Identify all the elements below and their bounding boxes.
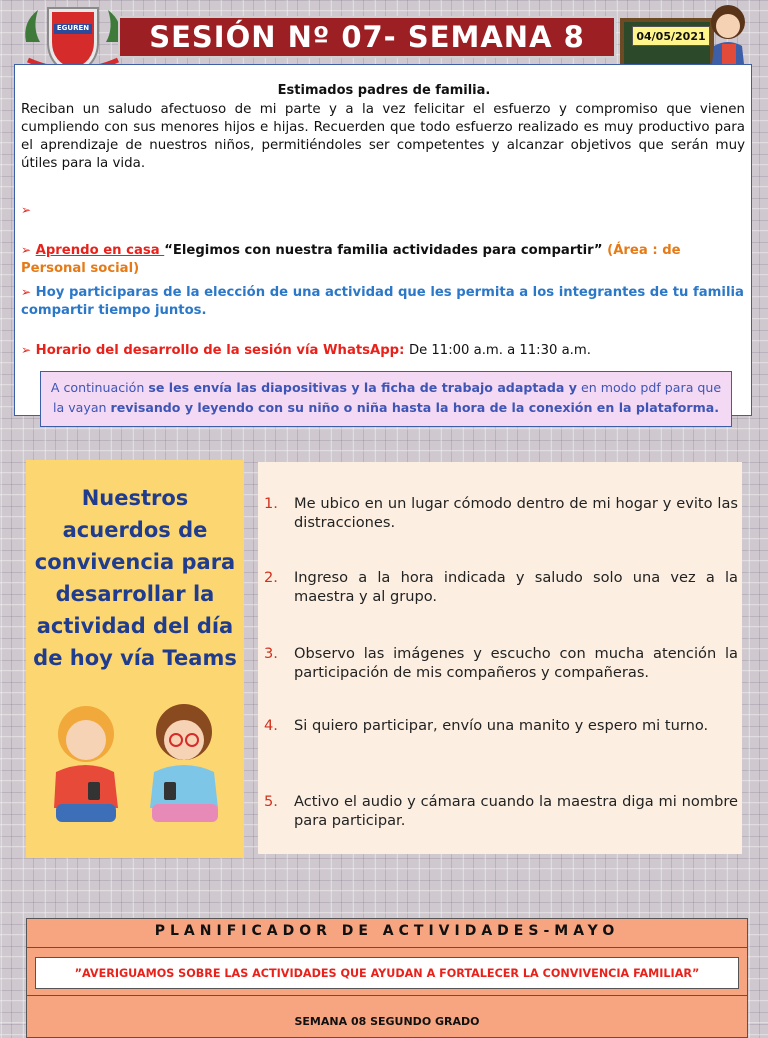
rule-number: 3. [264,645,278,662]
notice-box [40,371,732,427]
horario-line [21,341,745,360]
letter-greeting: Estimados padres de familia. [277,83,491,98]
agreements-panel [26,460,244,858]
divider [27,947,747,948]
rule-text: Me ubico en un lugar cómodo dentro de mi hogar y evito las distracciones. [294,495,738,531]
session-date: 04/05/2021 [632,26,710,46]
rule-item [264,494,738,532]
activity-planner [26,918,748,1038]
session-title: SESIÓN Nº 07- SEMANA 8 [118,16,616,58]
rule-item [264,716,738,735]
rule-item [264,568,738,606]
rule-number: 2. [264,569,278,586]
horario-label: Horario del desarrollo de la sesión vía WhatsApp: [35,343,405,358]
planner-subtitle: ”AVERIGUAMOS SOBRE LAS ACTIVIDADES QUE AYUDAN A FORTALECER LA CONVIVENCIA FAMILIAR” [35,957,739,989]
bullet-icon: ➢ [21,243,32,257]
rule-item [264,792,738,830]
planner-heading: PLANIFICADOR DE ACTIVIDADES-MAYO [154,923,620,939]
rule-text: Activo el audio y cámara cuando la maestra diga mi nombre para participar. [294,793,738,829]
rule-text: Si quiero participar, envío una manito y espero mi turno. [294,717,709,734]
parents-letter [14,64,752,416]
planner-footer: SEMANA 08 SEGUNDO GRADO [294,1015,480,1028]
area-label: (Área : de Personal social) [21,243,681,276]
hoy-text: Hoy participaras de la elección de una actividad que les permita a los integrantes de tu familia compartir tiempo juntos. [21,285,744,318]
letter-body: Reciban un saludo afectuoso de mi parte y a la vez felicitar el esfuerzo y compromiso que vienen cumpliendo con sus menores hijos e hijas. Recuerden que todo esfuerzo realizado es muy productivo para el aprendizaje de nuestros niños, permitiéndoles ser competentes y alcanzar objetivos que serán muy útiles para la vida. [21,102,745,171]
agreements-title: Nuestros acuerdos de convivencia para desarrollar la actividad del día de hoy vía Teams [33,486,237,670]
rule-number: 4. [264,717,278,734]
rule-number: 1. [264,495,278,512]
rule-item [264,644,738,682]
aprendo-label: Aprendo en casa [35,243,165,258]
horario-value: De 11:00 a.m. a 11:30 a.m. [408,343,591,358]
hoy-line [21,283,745,320]
rule-text: Observo las imágenes y escucho con mucha atención la participación de mis compañeros y compañeras. [294,645,738,681]
aprendo-line [21,241,745,278]
children-with-phones-illustration [36,696,236,846]
divider [27,995,747,996]
notice-part-1: A continuación [50,380,149,395]
rule-number: 5. [264,793,278,810]
bullet-empty: ➢ [21,203,32,217]
bullet-icon: ➢ [21,343,32,357]
notice-part-4: revisando y leyendo con su niño o niña hasta la hora de la conexión en la plataforma. [110,400,719,415]
notice-part-2: se les envía las diapositivas y la ficha de trabajo adaptada y [148,380,577,395]
agreements-rules [258,462,742,854]
rule-text: Ingreso a la hora indicada y saludo solo una vez a la maestra y al grupo. [294,569,738,605]
aprendo-title: “Elegimos con nuestra familia actividades para compartir” [164,243,603,258]
bullet-icon: ➢ [21,285,32,299]
notice-part-3: en modo pdf para que la vayan [53,380,722,415]
logo-text: EGUREN [56,24,90,32]
